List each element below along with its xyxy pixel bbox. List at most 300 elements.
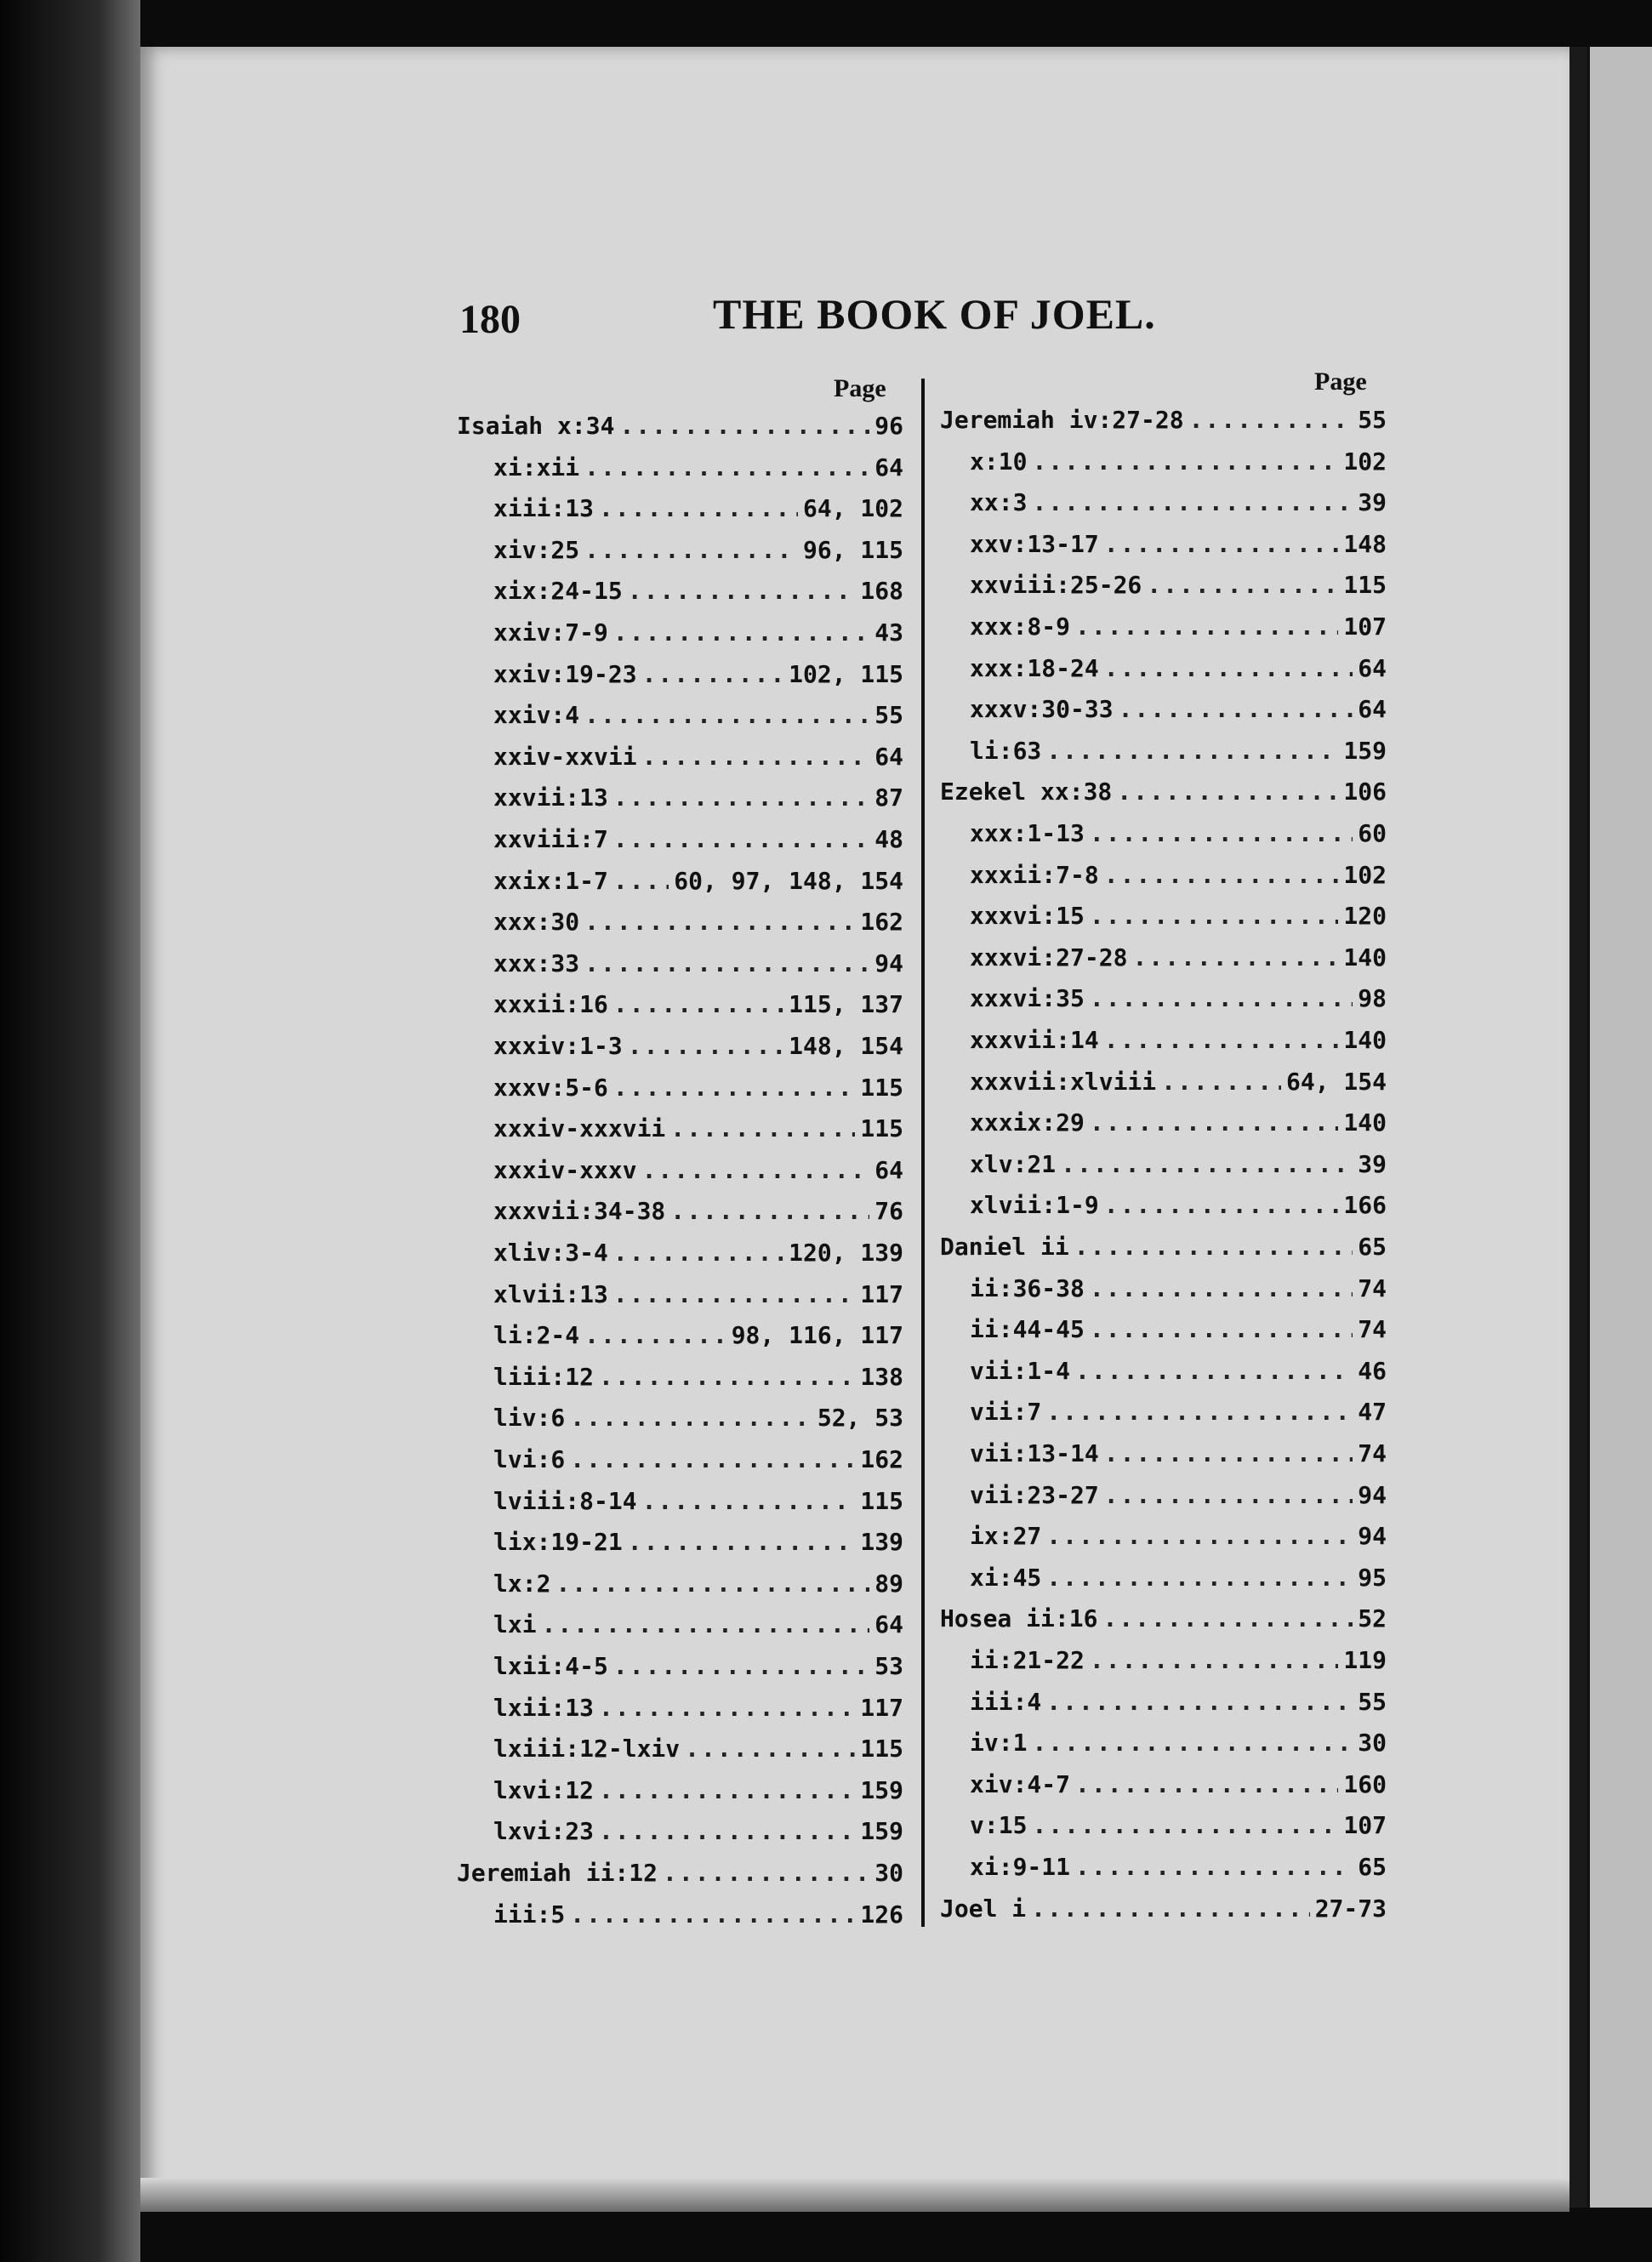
scripture-reference: ii:21-22: [970, 1646, 1085, 1674]
scripture-reference: xxxix:29: [970, 1108, 1085, 1137]
page-bottom-shadow: [140, 2178, 1569, 2212]
dot-leader: [1075, 613, 1338, 641]
index-entry: [970, 861, 1387, 900]
index-entry: [970, 1853, 1387, 1892]
dot-leader: [1117, 778, 1338, 806]
dot-leader: [1032, 1811, 1338, 1839]
scripture-reference: xxxiv-xxxv: [493, 1155, 637, 1184]
dot-leader: [570, 1445, 855, 1473]
page-references: 117: [860, 1693, 903, 1722]
page-references: 115: [1343, 571, 1387, 600]
index-entry: [970, 819, 1387, 858]
page-references: 46: [1358, 1356, 1387, 1385]
dot-leader: [1090, 1315, 1353, 1343]
page-references: 64, 154: [1285, 1067, 1387, 1096]
page-references: 43: [874, 618, 903, 647]
index-entry: [493, 1445, 903, 1484]
index-entry: [970, 1729, 1387, 1768]
page-references: 52: [1358, 1604, 1387, 1633]
dot-leader: [599, 1694, 855, 1722]
index-entry: [493, 1694, 903, 1733]
scripture-reference: xxxvii:xlviii: [970, 1067, 1157, 1096]
dot-leader: [584, 536, 798, 564]
dot-leader: [613, 1280, 856, 1308]
index-entry: [970, 1315, 1387, 1354]
index-entry: [493, 1032, 903, 1071]
page-references: 115: [860, 1486, 903, 1515]
page-references: 30: [874, 1859, 903, 1887]
scripture-reference: xxx:18-24: [970, 653, 1099, 682]
index-entry: [970, 943, 1387, 983]
page-references: 64: [874, 1610, 903, 1639]
dot-leader: [613, 1652, 869, 1680]
dot-leader: [1090, 984, 1353, 1012]
page-references: 162: [860, 1445, 903, 1473]
scripture-reference: xi:xii: [493, 453, 580, 481]
scripture-reference: xxxii:7-8: [970, 860, 1099, 889]
scripture-reference: lix:19-21: [493, 1528, 623, 1557]
scripture-reference: xxx:30: [493, 908, 580, 937]
running-title: THE BOOK OF JOEL.: [713, 290, 1156, 338]
page-references: 65: [1358, 1853, 1387, 1881]
index-entry: [493, 1735, 903, 1774]
index-entry: [970, 613, 1387, 652]
dot-leader: [555, 1570, 869, 1598]
scripture-reference: xiv:4-7: [970, 1769, 1071, 1798]
index-entry: [493, 1487, 903, 1526]
scripture-reference: vii:1-4: [970, 1356, 1071, 1385]
index-entry: [493, 908, 903, 947]
index-entry: [493, 783, 903, 823]
scripture-reference: vii:7: [970, 1398, 1042, 1427]
scripture-reference: xxx:8-9: [970, 613, 1071, 641]
page-references: 159: [860, 1775, 903, 1804]
index-entry: [970, 530, 1387, 569]
dot-leader: [1161, 1068, 1281, 1096]
dot-leader: [1132, 943, 1338, 971]
scripture-reference: liv:6: [493, 1404, 566, 1433]
scripture-reference: xxiv:4: [493, 701, 580, 730]
page-references: 47: [1358, 1398, 1387, 1427]
scripture-reference: xxiv:19-23: [493, 659, 637, 688]
index-entry: [493, 1817, 903, 1856]
dot-leader: [1032, 1729, 1353, 1757]
scripture-reference: vii:23-27: [970, 1480, 1099, 1509]
scripture-reference: ii:44-45: [970, 1315, 1085, 1344]
scripture-reference: xlvii:1-9: [970, 1191, 1099, 1220]
index-entry: [940, 1604, 1387, 1644]
scripture-reference: xxxvi:15: [970, 902, 1085, 931]
page-references: 98: [1358, 984, 1387, 1013]
page-references: 64: [874, 742, 903, 771]
scripture-reference: xxxiv:1-3: [493, 1032, 623, 1060]
dot-leader: [1104, 654, 1353, 682]
page-references: 89: [874, 1569, 903, 1598]
scripture-reference: xxix:1-7: [493, 866, 608, 895]
dot-leader: [628, 1528, 856, 1556]
index-entry: [493, 577, 903, 616]
page-references: 95: [1358, 1563, 1387, 1592]
dot-leader: [1075, 1770, 1338, 1798]
dot-leader: [642, 660, 784, 688]
page-references: 160: [1343, 1769, 1387, 1798]
dot-leader: [628, 577, 856, 605]
index-entry: [970, 1439, 1387, 1479]
scripture-reference: xxviii:7: [493, 825, 608, 853]
index-entry: [970, 1150, 1387, 1189]
index-entry: [970, 1274, 1387, 1313]
scripture-reference: v:15: [970, 1811, 1028, 1840]
page-references: 94: [1358, 1480, 1387, 1509]
scripture-reference: lviii:8-14: [493, 1486, 637, 1515]
page-references: 94: [1358, 1522, 1387, 1551]
dot-leader: [584, 1321, 726, 1349]
scripture-reference: Joel i: [940, 1894, 1027, 1923]
index-entry: [493, 1528, 903, 1567]
index-entry: [940, 406, 1387, 445]
left-page-column-heading: Page: [834, 374, 886, 402]
page-references: 52, 53: [817, 1404, 903, 1433]
page-references: 120: [1343, 902, 1387, 931]
scripture-reference: vii:13-14: [970, 1439, 1099, 1467]
index-entry: [493, 1363, 903, 1402]
dot-leader: [542, 1610, 870, 1638]
dot-leader: [613, 825, 869, 853]
dot-leader: [1104, 1439, 1353, 1467]
page-references: 162: [860, 908, 903, 937]
dot-leader: [1074, 1233, 1353, 1261]
scripture-reference: xiii:13: [493, 494, 595, 523]
page-references: 148: [1343, 529, 1387, 558]
dot-leader: [1104, 1191, 1339, 1219]
page-references: 65: [1358, 1233, 1387, 1261]
page-references: 115: [860, 1114, 903, 1143]
page-references: 148, 154: [789, 1032, 903, 1060]
scripture-reference: xxvii:13: [493, 783, 608, 812]
page-references: 119: [1343, 1646, 1387, 1674]
dot-leader: [642, 743, 870, 771]
page-references: 115: [860, 1735, 903, 1763]
page-references: 115: [860, 1073, 903, 1102]
index-entry: [493, 1156, 903, 1195]
scripture-reference: xxxvi:35: [970, 984, 1085, 1013]
index-entry: [970, 1068, 1387, 1107]
scripture-reference: xi:45: [970, 1563, 1042, 1592]
column-divider: [921, 379, 925, 1927]
index-entry: [493, 1776, 903, 1815]
page-references: 30: [1358, 1729, 1387, 1758]
index-entry: [970, 1770, 1387, 1809]
page-references: 64: [874, 453, 903, 481]
dot-leader: [1031, 1894, 1310, 1923]
index-entry: [970, 1522, 1387, 1561]
scripture-reference: xxviii:25-26: [970, 571, 1142, 600]
page-references: 140: [1343, 943, 1387, 971]
index-entry: [493, 1280, 903, 1319]
dot-leader: [1102, 1604, 1353, 1632]
page-references: 27-73: [1314, 1894, 1387, 1923]
index-entry: [493, 1074, 903, 1113]
page-number: 180: [459, 297, 521, 342]
page-references: 166: [1343, 1191, 1387, 1220]
index-entry: [493, 1570, 903, 1609]
dot-leader: [1090, 1646, 1339, 1674]
page-references: 138: [860, 1362, 903, 1391]
dot-leader: [1046, 1522, 1353, 1550]
scripture-reference: lvi:6: [493, 1445, 566, 1473]
scripture-reference: lx:2: [493, 1569, 551, 1598]
right-page-column-heading: Page: [1314, 368, 1367, 396]
scripture-reference: li:2-4: [493, 1321, 580, 1350]
page-references: 39: [1358, 488, 1387, 517]
scripture-reference: ix:27: [970, 1522, 1042, 1551]
page-references: 140: [1343, 1026, 1387, 1054]
scripture-reference: xxxvii:34-38: [493, 1197, 666, 1226]
page-references: 159: [860, 1817, 903, 1846]
scripture-reference: xxxv:30-33: [970, 695, 1114, 724]
dot-leader: [670, 1114, 855, 1142]
index-entry: [493, 825, 903, 864]
index-entry: [493, 1404, 903, 1443]
index-entry: [493, 949, 903, 989]
index-entry: [493, 1197, 903, 1236]
index-entry: [493, 536, 903, 575]
index-entry: [970, 1481, 1387, 1520]
scripture-reference: lxii:4-5: [493, 1652, 608, 1680]
dot-leader: [1119, 695, 1353, 723]
scripture-reference: xi:9-11: [970, 1853, 1071, 1881]
scripture-reference: xxxii:16: [493, 990, 608, 1019]
scripture-reference: lxi: [493, 1610, 537, 1639]
dot-leader: [1032, 488, 1353, 516]
page-references: 168: [860, 577, 903, 606]
book-spine: [0, 0, 140, 2262]
page-references: 64: [874, 1155, 903, 1184]
dot-leader: [1075, 1853, 1353, 1881]
index-entry: [940, 1894, 1387, 1934]
dot-leader: [584, 453, 869, 481]
index-entry: [493, 1652, 903, 1691]
index-entry: [970, 1191, 1387, 1230]
dot-leader: [584, 908, 855, 936]
dot-leader: [1061, 1150, 1353, 1178]
scripture-reference: Daniel ii: [940, 1233, 1069, 1261]
dot-leader: [584, 949, 869, 977]
page-references: 102: [1343, 860, 1387, 889]
dot-leader: [613, 1239, 783, 1267]
scripture-reference: x:10: [970, 447, 1028, 476]
index-entry: [493, 660, 903, 699]
scripture-reference: iii:5: [493, 1900, 566, 1929]
page-references: 98, 116, 117: [731, 1321, 903, 1350]
dot-leader: [613, 1074, 856, 1102]
index-entry: [970, 571, 1387, 610]
page-references: 64: [1358, 695, 1387, 724]
dot-leader: [1189, 406, 1353, 434]
scripture-reference: lxvi:12: [493, 1775, 595, 1804]
index-entry: [970, 984, 1387, 1023]
page-references: 106: [1343, 778, 1387, 806]
page-references: 120, 139: [789, 1239, 903, 1267]
index-entry: [970, 447, 1387, 487]
scripture-reference: xiv:25: [493, 535, 580, 564]
page-references: 139: [860, 1528, 903, 1557]
dot-leader: [1046, 1688, 1353, 1716]
index-entry: [970, 737, 1387, 776]
scripture-reference: xxiv-xxvii: [493, 742, 637, 771]
scripture-reference: xxxiv-xxxvii: [493, 1114, 666, 1143]
page-references: 107: [1343, 1811, 1387, 1840]
page-references: 102: [1343, 447, 1387, 476]
dot-leader: [1075, 1357, 1353, 1385]
dot-leader: [628, 1032, 783, 1060]
dot-leader: [1090, 1274, 1353, 1302]
page-references: 39: [1358, 1149, 1387, 1178]
dot-leader: [599, 1817, 855, 1845]
index-entry: [493, 1610, 903, 1649]
dot-leader: [663, 1859, 869, 1887]
index-entry: [970, 1357, 1387, 1396]
scripture-reference: xxv:13-17: [970, 529, 1099, 558]
index-entry: [493, 453, 903, 493]
dot-leader: [613, 783, 869, 812]
page-references: 48: [874, 825, 903, 853]
scripture-reference: xxiv:7-9: [493, 618, 608, 647]
scripture-reference: xxxvi:27-28: [970, 943, 1128, 971]
scripture-reference: Jeremiah ii:12: [457, 1859, 658, 1887]
dot-leader: [1046, 1564, 1353, 1592]
index-entry: [493, 867, 903, 906]
index-entry: [970, 654, 1387, 693]
index-entry: [493, 494, 903, 533]
scripture-reference: xix:24-15: [493, 577, 623, 606]
page-references: 117: [860, 1279, 903, 1308]
page-gutter: [1569, 47, 1586, 2208]
index-entry: [970, 1108, 1387, 1148]
scripture-reference: ii:36-38: [970, 1273, 1085, 1302]
dot-leader: [1104, 530, 1339, 558]
page-references: 94: [874, 949, 903, 977]
index-entry: [493, 618, 903, 658]
page-references: 64: [1358, 653, 1387, 682]
index-entry: [970, 695, 1387, 734]
dot-leader: [599, 1776, 855, 1804]
dot-leader: [599, 494, 798, 522]
page-references: 55: [1358, 406, 1387, 434]
scripture-reference: xxxvii:14: [970, 1026, 1099, 1054]
page-references: 74: [1358, 1273, 1387, 1302]
dot-leader: [1104, 1026, 1339, 1054]
page-references: 96: [874, 412, 903, 440]
scripture-reference: lxvi:23: [493, 1817, 595, 1846]
page-references: 55: [1358, 1687, 1387, 1716]
index-entry: [940, 778, 1387, 817]
scripture-reference: Isaiah x:34: [457, 412, 615, 440]
index-entry: [970, 1688, 1387, 1727]
facing-page-edge: [1586, 47, 1652, 2208]
dot-leader: [613, 867, 669, 895]
scripture-reference: xxxv:5-6: [493, 1073, 608, 1102]
scripture-reference: li:63: [970, 736, 1042, 765]
index-entry: [970, 902, 1387, 941]
page-references: 87: [874, 783, 903, 812]
dot-leader: [570, 1900, 855, 1929]
index-entry: [970, 1646, 1387, 1685]
dot-leader: [1147, 571, 1338, 599]
index-entry: [493, 1114, 903, 1154]
index-entry: [457, 412, 903, 451]
index-entry: [970, 1811, 1387, 1850]
page-references: 107: [1343, 613, 1387, 641]
scripture-reference: xxx:1-13: [970, 819, 1085, 847]
dot-leader: [570, 1404, 812, 1432]
page-references: 159: [1343, 736, 1387, 765]
page-references: 140: [1343, 1108, 1387, 1137]
scripture-reference: liii:12: [493, 1362, 595, 1391]
index-entry: [493, 1900, 903, 1940]
index-entry: [970, 1564, 1387, 1603]
page-references: 55: [874, 701, 903, 730]
dot-leader: [619, 412, 869, 440]
index-entry: [970, 1026, 1387, 1065]
scripture-reference: Ezekel xx:38: [940, 778, 1113, 806]
scripture-reference: xx:3: [970, 488, 1028, 517]
dot-leader: [670, 1197, 869, 1225]
index-entry: [493, 743, 903, 782]
page-references: 60, 97, 148, 154: [674, 866, 903, 895]
scripture-reference: lxiii:12-lxiv: [493, 1735, 681, 1763]
dot-leader: [642, 1487, 856, 1515]
dot-leader: [1090, 1108, 1339, 1137]
index-entry: [493, 1239, 903, 1278]
page-references: 96, 115: [802, 535, 903, 564]
dot-leader: [613, 618, 869, 647]
index-entry: [940, 1233, 1387, 1272]
index-entry: [493, 990, 903, 1029]
index-entry: [970, 1398, 1387, 1437]
page-references: 74: [1358, 1439, 1387, 1467]
scripture-reference: lxii:13: [493, 1693, 595, 1722]
page-references: 102, 115: [789, 659, 903, 688]
dot-leader: [1090, 819, 1353, 847]
dot-leader: [1090, 902, 1339, 930]
dot-leader: [1032, 447, 1338, 476]
page-references: 74: [1358, 1315, 1387, 1344]
page-references: 53: [874, 1652, 903, 1680]
dot-leader: [685, 1735, 855, 1763]
scripture-reference: xxx:33: [493, 949, 580, 977]
dot-leader: [1046, 737, 1338, 765]
dot-leader: [599, 1363, 855, 1391]
dot-leader: [1104, 861, 1339, 889]
page-references: 76: [874, 1197, 903, 1226]
page-references: 126: [860, 1900, 903, 1929]
index-entry: [970, 488, 1387, 527]
scripture-reference: Hosea ii:16: [940, 1604, 1098, 1633]
page-references: 60: [1358, 819, 1387, 847]
dot-leader: [1046, 1398, 1353, 1426]
scripture-reference: xliv:3-4: [493, 1239, 608, 1267]
index-entry: [493, 1321, 903, 1360]
dot-leader: [613, 990, 783, 1018]
dot-leader: [1104, 1481, 1353, 1509]
index-entry: [493, 701, 903, 740]
index-entry: [457, 1859, 903, 1898]
dot-leader: [584, 701, 869, 729]
scripture-reference: xlvii:13: [493, 1279, 608, 1308]
scripture-reference: Jeremiah iv:27-28: [940, 406, 1184, 434]
page-references: 64, 102: [802, 494, 903, 523]
